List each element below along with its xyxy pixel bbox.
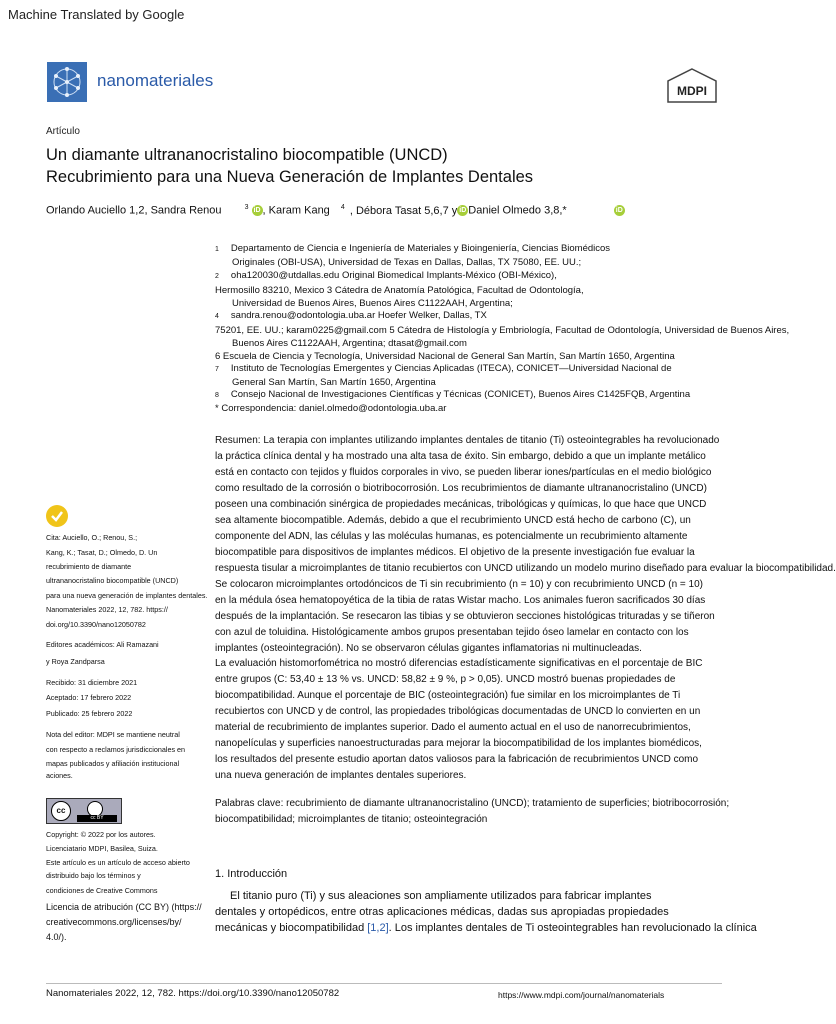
abstract-line: con azul de toluidina. Histológicamente ambos grupos presentaban tejido óseo lamelar en contacto con los bbox=[215, 627, 689, 638]
affiliation-line: Buenos Aires C1122AAH, Argentina; dtasat@gmail.com bbox=[232, 338, 467, 349]
affiliation-line: 1 Departamento de Ciencia e Ingeniería de Materiales y Bioingeniería, Ciencias Biomédicos bbox=[215, 243, 611, 254]
citation-doi[interactable]: doi.org/10.3390/nano12050782 bbox=[46, 620, 146, 629]
affiliation-line: * Correspondencia: daniel.olmedo@odontologia.uba.ar bbox=[215, 403, 447, 414]
footer-divider bbox=[46, 983, 722, 984]
citation-line: para una nueva generación de implantes dentales. bbox=[46, 591, 208, 600]
mdpi-logo[interactable] bbox=[666, 68, 718, 104]
abstract-line: como resultado de la corrosión o biotribocorrosión. Los recubrimientos de diamante ultrananocristalino (UNCD) bbox=[215, 483, 707, 494]
abstract-line: Se colocaron microimplantes ortodóncicos de Ti sin recubrimiento (n = 10) y con recubrimiento UNCD (n = 10) bbox=[215, 579, 703, 590]
orcid-icon[interactable]: iD bbox=[253, 207, 261, 215]
abstract-line: está en contacto con tejidos y fluidos corporales in vivo, se pueden liberar iones/partículas en el medio biológico bbox=[215, 467, 712, 478]
abstract-line: los resultados del presente estudio aportan datos valiosos para la fabricación de recubrimientos UNCD como bbox=[215, 754, 699, 765]
abstract-line: la práctica clínica dental y ha mostrado una alta tasa de éxito. Sin embargo, debido a que un implante metálico bbox=[215, 451, 706, 462]
abstract-line: en la médula ósea hematopoyética de la tibia de ratas Wistar macho. Los animales fueron sacrificados 30 días bbox=[215, 595, 706, 606]
affiliation-line: 8 Consejo Nacional de Investigaciones Científicas y Técnicas (CONICET), Buenos Aires C1425FQB, Argentina bbox=[215, 389, 691, 400]
abstract-line: recubiertos con UNCD y de control, las propiedades tribológicas documentadas de UNCD lo convierten en un bbox=[215, 706, 701, 717]
abstract-line: implantes (osteointegración). No se observaron células gigantes inflamatorias ni multinucleadas. bbox=[215, 643, 642, 654]
orcid-icon[interactable]: iD bbox=[615, 207, 623, 215]
abstract-line: biocompatibilidad. Aunque el porcentaje de BIC (osteointegración) fue similar en los microimplantes de Ti bbox=[215, 690, 681, 701]
abstract-line: respuesta tisular a microimplantes de titanio recubiertos con UNCD utilizando un modelo murino diseñado para evaluar la biocompatibilidad. bbox=[215, 563, 836, 574]
affiliation-line: Originales (OBI-USA), Universidad de Texas en Dallas, Dallas, TX 75080, EE. UU.; bbox=[232, 257, 582, 268]
affiliation-line: 75201, EE. UU.; karam0225@gmail.com 5 Cátedra de Histología y Embriología, Facultad de Odontología, Universidad de Buenos Aires, bbox=[215, 325, 790, 336]
journal-name[interactable]: nanomateriales bbox=[97, 71, 214, 90]
abstract-line: nanopelículas y superficies nanoestructuradas para mejorar la biocompatibilidad de los implantes biomédicos, bbox=[215, 738, 702, 749]
body-text-line: mecánicas y biocompatibilidad [1,2]. Los implantes dentales de Ti osteointegrables han revolucionado la clínica bbox=[215, 922, 757, 934]
abstract-line: una nueva generación de implantes dentales superiores. bbox=[215, 770, 467, 781]
citation-line: Nanomateriales 2022, 12, 782. https:// bbox=[46, 605, 168, 614]
citation-line: recubrimiento de diamante bbox=[46, 562, 132, 571]
reference-link[interactable]: [1,2] bbox=[367, 922, 389, 934]
machine-translated-banner: Machine Translated by Google bbox=[8, 7, 185, 22]
academic-editors: y Roya Zandparsa bbox=[46, 657, 105, 666]
keywords-line: Palabras clave: recubrimiento de diamante ultrananocristalino (UNCD); tratamiento de superficies; biotribocorrosión; bbox=[215, 798, 730, 809]
abstract-line: Resumen: La terapia con implantes utilizando implantes dentales de titanio (Ti) osteointegrables ha revolucionado bbox=[215, 435, 720, 446]
article-type: Artículo bbox=[46, 126, 80, 137]
abstract-line: material de recubrimiento de implantes superior. Dado el aumento actual en el uso de nanorrecubrimientos, bbox=[215, 722, 691, 733]
academic-editors: Editores académicos: Ali Ramazani bbox=[46, 640, 159, 649]
body-text-line: El titanio puro (Ti) y sus aleaciones son ampliamente utilizados para fabricar implantes bbox=[230, 890, 652, 902]
affiliation-line: 4 sandra.renou@odontologia.uba.ar Hoefer Welker, Dallas, TX bbox=[215, 310, 487, 321]
affiliation-line: 2 oha120030@utdallas.edu Original Biomedical Implants-México (OBI-México), bbox=[215, 270, 557, 281]
abstract-line: componente del ADN, las células y las moléculas humanas, es potencialmente un recubrimiento altamente bbox=[215, 531, 688, 542]
journal-logo-icon bbox=[47, 62, 87, 102]
orcid-icon[interactable]: iD bbox=[459, 207, 467, 215]
footer-journal-url[interactable]: https://www.mdpi.com/journal/nanomaterials bbox=[498, 990, 665, 1000]
author-list: Orlando Auciello 1,2, Sandra Renou $^3$ iD , Karam Kang $^4$ , Débora Tasat 5,6,7 y iD Daniel Olmedo 3,8,* iD bbox=[46, 204, 623, 217]
cc-icon: cc bbox=[51, 801, 71, 821]
abstract-line: sea altamente biocompatible. Además, debido a que el recubrimiento UNCD está hecho de carbono (C), un bbox=[215, 515, 691, 526]
affiliation-line: Universidad de Buenos Aires, Buenos Aires C1122AAH, Argentina; bbox=[232, 298, 513, 309]
abstract-line: poseen una combinación sinérgica de propiedades mecánicas, tribológicas y químicas, lo que hace que UNCD bbox=[215, 499, 707, 510]
footer-doi[interactable]: Nanomateriales 2022, 12, 782. https://doi.org/10.3390/nano12050782 bbox=[46, 988, 340, 999]
published-date: Publicado: 25 febrero 2022 bbox=[46, 709, 133, 718]
keywords-line: biocompatibilidad; microimplantes de titanio; osteointegración bbox=[215, 814, 488, 825]
title-line-1: Un diamante ultrananocristalino biocompatible (UNCD) bbox=[46, 146, 448, 164]
check-for-updates-icon[interactable] bbox=[46, 505, 68, 527]
citation-line: Cita: Auciello, O.; Renou, S.; bbox=[46, 533, 138, 542]
section-heading: 1. Introducción bbox=[215, 868, 288, 880]
cc-by-license-badge[interactable] bbox=[46, 798, 122, 824]
affiliation-line: Hermosillo 83210, Mexico 3 Cátedra de Anatomía Patológica, Facultad de Odontología, bbox=[215, 285, 584, 296]
author-1: Orlando Auciello 1,2, Sandra Renou bbox=[46, 204, 222, 217]
received-date: Recibido: 31 diciembre 2021 bbox=[46, 678, 138, 687]
title-line-2: Recubrimiento para una Nueva Generación de Implantes Dentales bbox=[46, 168, 534, 186]
accepted-date: Aceptado: 17 febrero 2022 bbox=[46, 693, 132, 702]
citation-line: ultrananocristalino biocompatible (UNCD) bbox=[46, 576, 179, 585]
citation-line: Kang, K.; Tasat, D.; Olmedo, D. Un bbox=[46, 548, 158, 557]
affiliation-line: 6 Escuela de Ciencia y Tecnología, Universidad Nacional de General San Martín, San Martín 1650, Argentina bbox=[215, 351, 675, 362]
publisher-name: MDPI bbox=[677, 84, 707, 98]
affiliation-line: 7 Instituto de Tecnologías Emergentes y Ciencias Aplicadas (ITECA), CONICET—Universidad Nacional de bbox=[215, 363, 672, 374]
abstract-line: después de la implantación. Se resecaron las tibias y se obtuvieron secciones histológicas trituradas y se tiñeron bbox=[215, 611, 715, 622]
abstract-line: biocompatible para dispositivos de implantes médicos. El objetivo de la presente investigación fue evaluar la bbox=[215, 547, 695, 558]
abstract-line: La evaluación histomorfométrica no mostró diferencias estadísticamente significativas en el porcentaje de BIC bbox=[215, 658, 703, 669]
abstract-line: entre grupos (C: 53,40 ± 13 % vs. UNCD: 58,82 ± 9 %, p > 0,05). UNCD mostró buenas propiedades de bbox=[215, 674, 676, 685]
affiliation-line: General San Martín, San Martín 1650, Argentina bbox=[232, 377, 436, 388]
cc-by-label: cc BY bbox=[77, 815, 117, 822]
body-text-line: dentales y ortopédicos, entre otras aplicaciones médicas, dadas sus apropiadas propiedades bbox=[215, 906, 669, 918]
